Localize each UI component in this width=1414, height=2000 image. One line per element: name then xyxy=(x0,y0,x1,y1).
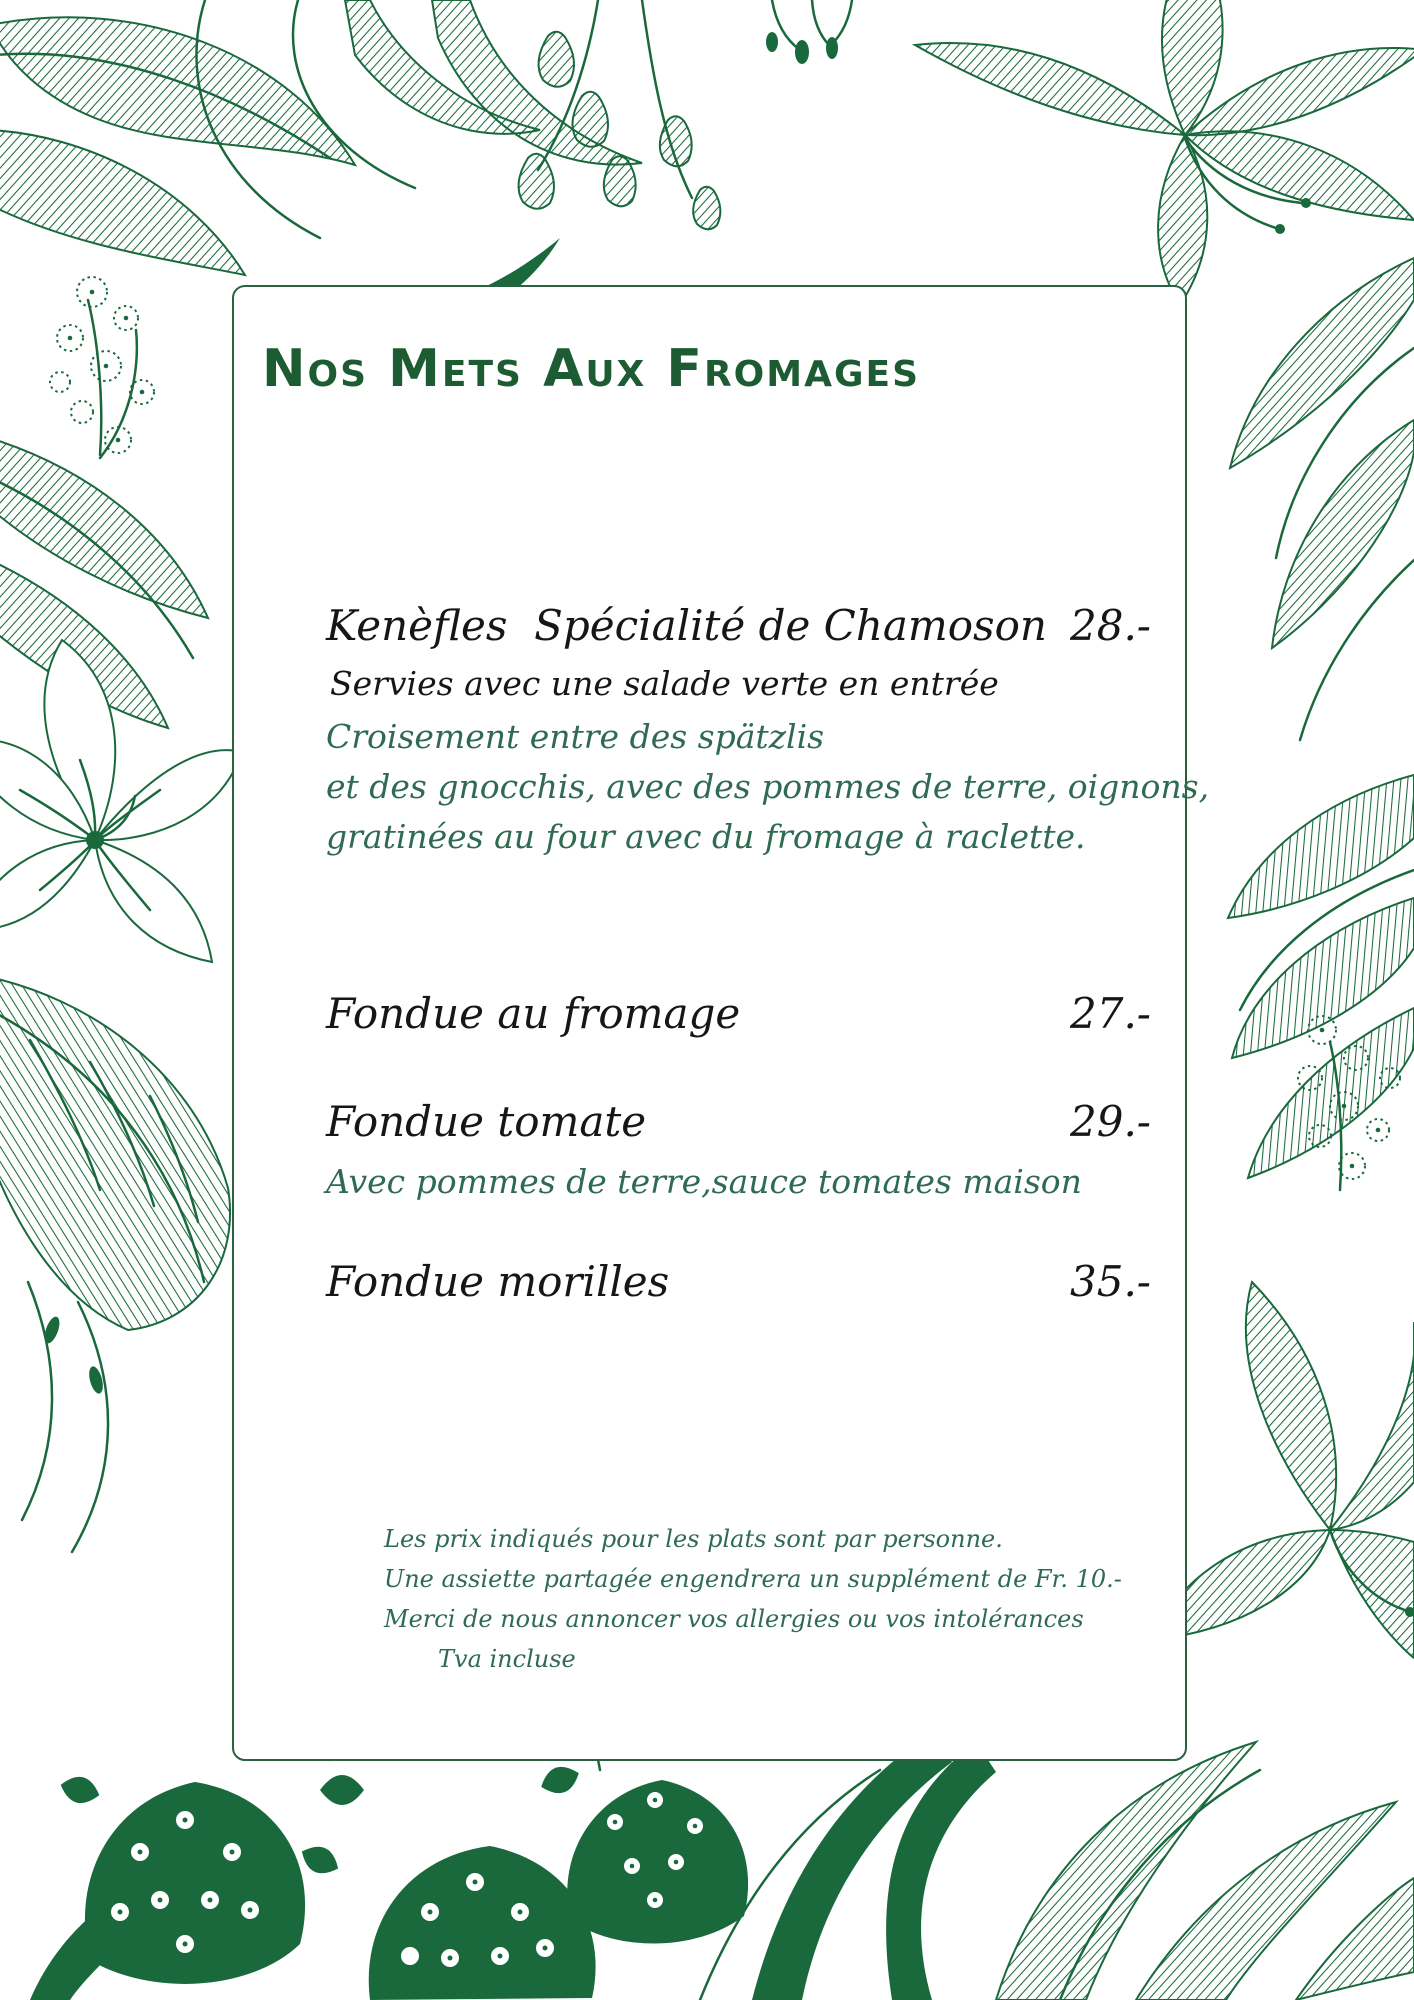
footer-notes xyxy=(384,1519,1122,1679)
berry-cluster-left xyxy=(50,277,154,458)
item-price: 28.- xyxy=(1070,601,1151,650)
footer-line: Merci de nous annoncer vos allergies ou vos intolérances xyxy=(384,1605,1084,1633)
footer-line: Les prix indiqués pour les plats sont par personne. xyxy=(384,1525,1003,1553)
foliage-right-upper xyxy=(1230,258,1414,740)
lily-bottom-right xyxy=(1152,1282,1414,1658)
foliage-left xyxy=(0,438,208,728)
item-name: Fondue tomate xyxy=(326,1097,647,1146)
item-description xyxy=(326,1157,1082,1207)
leaves-bottom-right xyxy=(996,1742,1414,2000)
menu-item-kenefles xyxy=(326,601,1151,651)
item-note: Servies avec une salade verte en entrée xyxy=(330,664,999,703)
footer-line: Une assiette partagée engendrera un supplément de Fr. 10.- xyxy=(384,1565,1122,1593)
lily-top-right xyxy=(915,0,1414,305)
item-name: Fondue morilles xyxy=(326,1257,670,1306)
item-name: Fondue au fromage xyxy=(326,989,741,1038)
item-description xyxy=(326,712,1209,862)
item-price: 29.- xyxy=(1070,1097,1151,1146)
menu-item-fondue-tomate xyxy=(326,1097,1151,1147)
item-price: 27.- xyxy=(1070,989,1151,1038)
bellflowers-top xyxy=(432,0,852,229)
leaf-left-large xyxy=(0,975,230,1552)
menu-panel xyxy=(232,285,1210,1761)
menu-item-fondue-morilles xyxy=(326,1257,1151,1307)
description-line: et des gnocchis, avec des pommes de terre, oignons, xyxy=(326,767,1210,806)
item-price: 35.- xyxy=(1070,1257,1151,1306)
foliage-right-mid xyxy=(1228,775,1414,1178)
footer-line: Tva incluse xyxy=(438,1645,576,1673)
menu-item-fondue-fromage xyxy=(326,989,1151,1039)
description-line: Avec pommes de terre,sauce tomates maison xyxy=(326,1162,1082,1201)
page-title: Nos Mets Aux Fromages xyxy=(262,339,921,399)
description-line: gratinées au four avec du fromage à raclette. xyxy=(326,817,1086,856)
description-line: Croisement entre des spätzlis xyxy=(326,717,825,756)
item-name: Kenèfles Spécialité de Chamoson xyxy=(326,601,1047,650)
